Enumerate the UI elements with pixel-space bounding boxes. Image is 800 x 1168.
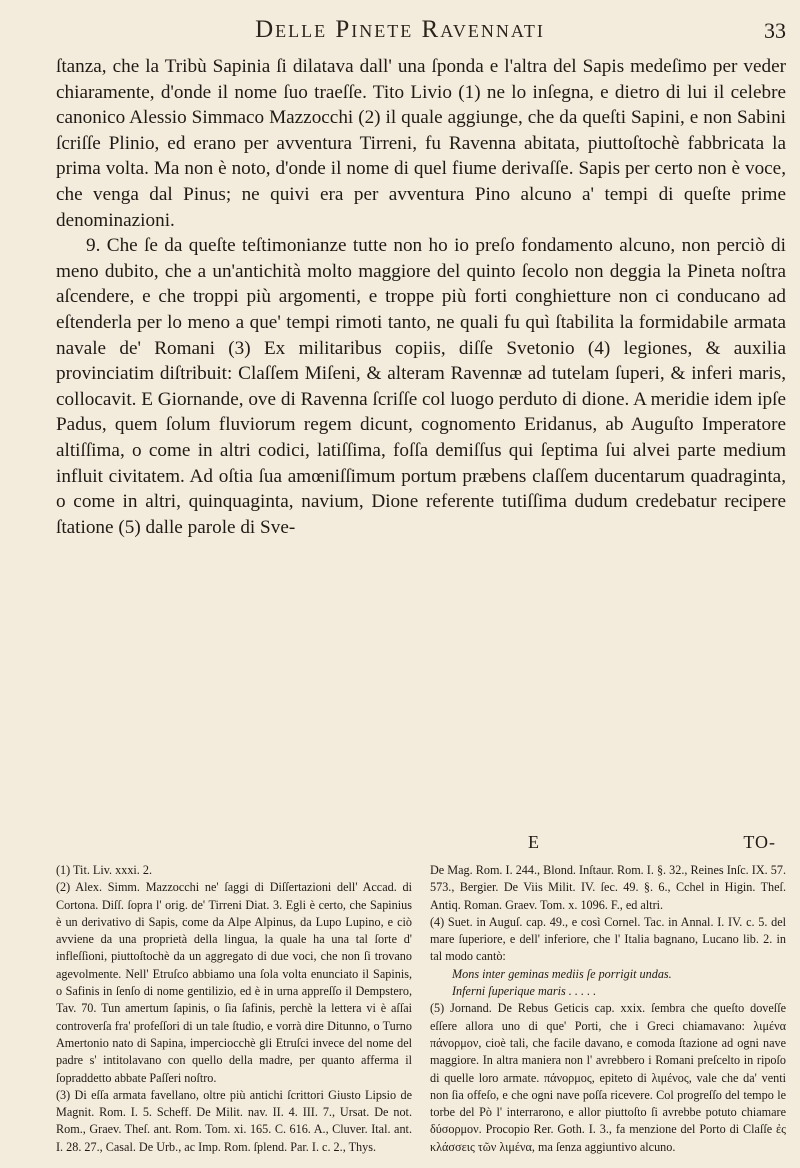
footnote-3: (3) Di eſſa armata favellano, oltre più antichi ſcrittori Giusto Lipsio de Magnit. Rom. I. 5. Scheff. De Milit. nav. II. 4. III. 7., Ursat. De not. Rom., Graev. Theſ. ant. Rom. Tom. xi. 165. C. 616. A., Cluver. Ital. ant. I. 28. 27., Casal. De Urb., ac Imp. Rom. ſplend. Par. I. c. 2., Thys. — [56, 1087, 412, 1154]
verse-line-1: Mons inter geminas mediis ſe porrigit undas. — [452, 966, 672, 981]
footnote-4: (4) Suet. in Auguſ. cap. 49., e così Cornel. Tac. in Annal. I. IV. c. 5. del mare ſuperiore, e dell' inferiore, che l' Italia bagnano, Lucano lib. 2. in tal modo cantò: — [430, 914, 786, 964]
footnote-3-continued: De Mag. Rom. I. 244., Blond. Inſtaur. Rom. I. §. 32., Reines Inſc. IX. 57. 573., Bergier. De Viis Milit. IV. ſec. 49. §. 6., Cchel in Higin. Theſ. Antiq. Roman. Graev. Tom. x. 1096. F., ed altri. — [430, 863, 786, 912]
footnotes-left-column — [56, 862, 412, 1156]
footnote-1: (1) Tit. Liv. xxxi. 2. — [56, 863, 153, 877]
footnote-5: (5) Jornand. De Rebus Geticis cap. xxix. ſembra che queſto doveſſe eſſere allora uno di que' Porti, che i Greci chiamavano: λιμένα πάνορμον, cioè tali, che facile davano, e comoda ſtazione ad ogni nave maggiore. In altra maniera non l' avrebbero i Romani preſcelto in ripoſo di quelle loro armate. πάνορμος, epiteto di λιμένος, vale che da' venti non ſia offeſo, e che ogni nave poſſa ricevere. Col progreſſo del tempo le torbe del Pò l' interrarono, e allor piuttoſto ſi avrebbe potuto chiamare δύσορμον. Procopio Rer. Goth. I. 3., fa menzione del Porto di Claſſe ἐς κλάσσεις τῶν λιμένα, ma ſenza aggiuntivo alcuno. — [430, 1001, 786, 1154]
running-title: Delle Pinete Ravennati — [255, 16, 545, 43]
page-number: 33 — [764, 18, 786, 43]
signature-letter: E — [528, 832, 540, 852]
footnotes-right-column — [430, 862, 786, 1156]
paragraph-9: 9. Che ſe da queſte teſtimonianze tutte non ho io preſo fondamento alcuno, non perciò di meno dubito, che a un'antichità molto maggiore del quinto ſecolo non deggia la Pineta noſtra aſcendere, e che troppi più argomenti, e troppe più forti conghietture non ci conducano ad eſtenderla per lo meno a que' tempi rimoti tanto, ne quali fu quì ſtabilita la formidabile armata navale de' Romani (3) Ex militaribus copiis, diſſe Svetonio (4) legiones, & auxilia provinciatim diſtribuit: Claſſem Miſeni, & alteram Ravennæ ad tutelam ſuperi, & inferi maris, collocavit. E Giornande, ove di Ravenna ſcriſſe col luogo perduto di dione. A meridie idem ipſe Padus, quem ſolum fluviorum regem dicunt, cognomento Eridanus, ab Auguſto Imperatore altiſſima, o come in altri codici, latiſſima, foſſa demiſſus qui ſeptima ſui alvei parte medium influit civitatem. Ad oſtia ſua amœniſſimum portum præbens claſſem ducentarum quadraginta, o come in altri, quinquaginta, navium, Dione referente tutiſſima dudum credebatur recipere ſtatione (5) dalle parole di Sve- — [56, 235, 786, 538]
main-text — [56, 54, 786, 540]
paragraph-continued: ſtanza, che la Tribù Sapinia ſi dilatava dall' una ſponda e l'altra del Sapis medeſimo per veder chiaramente, d'onde il nome ſuo traeſſe. Tito Livio (1) ne lo inſegna, e dietro di lui il celebre canonico Alessio Simmaco Mazzocchi (2) il quale aggiunge, che da queſti Sapini, e non Sabini ſcriſſe Plinio, ed erano per avventura Tirreni, fu Ravenna abitata, piuttoſtochè fabbricata la prima volta. Ma non è noto, d'onde il nome di quel fiume derivaſſe. Sapis per certo non è voce, che venga dal Pinus; ne quivi era per avventura Pino alcuno a' tempi di queſte prime denominazioni. — [56, 56, 786, 231]
catchword: TO- — [743, 832, 776, 852]
footnote-2: (2) Alex. Simm. Mazzocchi ne' ſaggi di Diſſertazioni dell' Accad. di Cortona. Diſſ. ſopra l' orig. de' Tirreni Diat. 3. Egli è certo, che Sapinius è un derivativo di Sapis, come da Alpe Alpinus, da Lupo Lupino, e ciò avviene da una proprietà della lingua, la quale ha una tal ſorte d' infleſſioni, piuttoſtochè da un aggregato di due voci, che non ſi trovano agevolmente. Nell' Etruſco abbiamo una ſola volta enunciato il Sapinis, o Safinis in ſenſo di nome gentilizio, ed è in urna appreſſo il Dempstero, Tav. 70. Tun amertum ſapinis, o ſia ſafinis, perchè la lettera vi è aſſai controverſa fra' profeſſori di un tale ſtudio, e vorrà dire Ditunno, o Turno Amertonio nato di Sapina, imperciocchè gli Etruſci invece del nome del padre s' intitolavano con quello della madre, per quanto afferma il ſopraddetto abbate Paſſeri noſtro. — [56, 880, 412, 1085]
verse-line-2: Inferni ſuperique maris . . . . . — [452, 984, 597, 999]
catchword-line — [528, 832, 776, 853]
footnotes — [56, 862, 786, 1156]
page-header — [0, 14, 800, 48]
